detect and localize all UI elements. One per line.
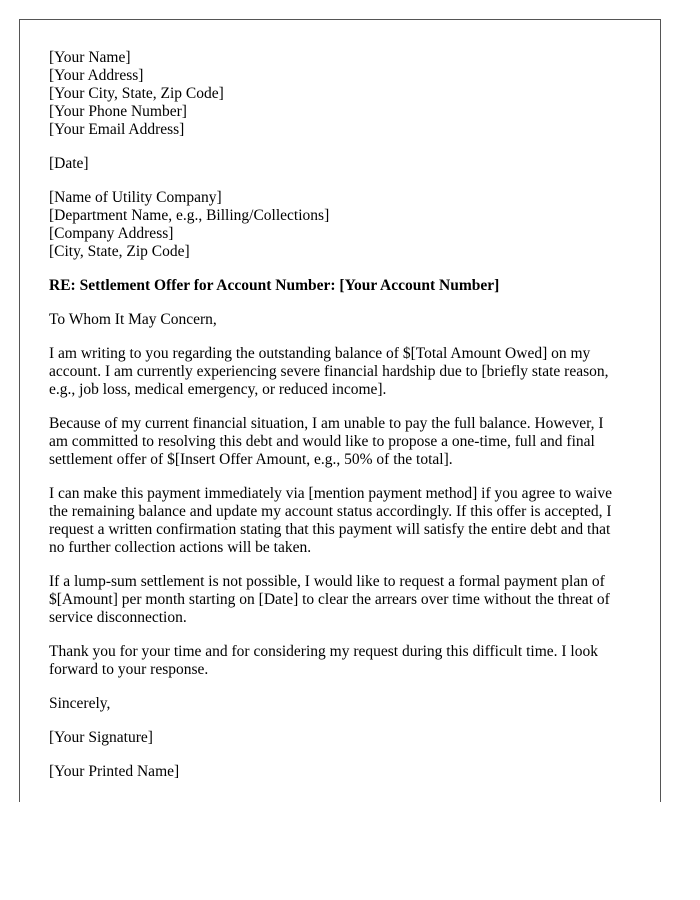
sender-address: [Your Address]	[49, 67, 144, 84]
sender-phone: [Your Phone Number]	[49, 103, 187, 120]
paragraph-line: settlement offer of $[Insert Offer Amount, e.g., 50% of the total].	[49, 451, 453, 468]
signature-text: [Your Signature]	[49, 729, 153, 746]
paragraph-line: Because of my current financial situation, I am unable to pay the full balance. However, I	[49, 415, 604, 432]
body-paragraph	[49, 643, 634, 679]
sender-city-state-zip: [Your City, State, Zip Code]	[49, 85, 224, 102]
salutation-text: To Whom It May Concern,	[49, 311, 217, 328]
printed-name	[49, 763, 634, 781]
sender-block	[49, 49, 634, 139]
paragraph-line: $[Amount] per month starting on [Date] to clear the arrears over time without the threat of	[49, 591, 610, 608]
paragraph-line: no further collection actions will be taken.	[49, 539, 312, 556]
body-paragraph	[49, 415, 634, 469]
letter-page	[19, 19, 661, 802]
sender-email: [Your Email Address]	[49, 121, 185, 138]
recipient-company: [Name of Utility Company]	[49, 189, 222, 206]
paragraph-line: am committed to resolving this debt and would like to propose a one-time, full and final	[49, 433, 595, 450]
body-paragraph	[49, 485, 634, 557]
paragraph-line: forward to your response.	[49, 661, 209, 678]
recipient-block	[49, 189, 634, 261]
date-block	[49, 155, 634, 173]
signature	[49, 729, 634, 747]
recipient-city-state-zip: [City, State, Zip Code]	[49, 243, 190, 260]
paragraph-line: e.g., job loss, medical emergency, or reduced income].	[49, 381, 387, 398]
printed-name-text: [Your Printed Name]	[49, 763, 180, 780]
body-paragraph	[49, 573, 634, 627]
paragraph-line: I am writing to you regarding the outstanding balance of $[Total Amount Owed] on my	[49, 345, 591, 362]
closing-text: Sincerely,	[49, 695, 111, 712]
letter-content	[49, 49, 634, 797]
sender-name: [Your Name]	[49, 49, 131, 66]
paragraph-line: account. I am currently experiencing severe financial hardship due to [briefly state reason,	[49, 363, 609, 380]
recipient-department: [Department Name, e.g., Billing/Collections]	[49, 207, 330, 224]
closing	[49, 695, 634, 713]
paragraph-line: the remaining balance and update my account status accordingly. If this offer is accepted, I	[49, 503, 612, 520]
paragraph-line: Thank you for your time and for considering my request during this difficult time. I look	[49, 643, 598, 660]
paragraph-line: I can make this payment immediately via [mention payment method] if you agree to waive	[49, 485, 612, 502]
subject-line: RE: Settlement Offer for Account Number: [Your Account Number]	[49, 277, 500, 294]
recipient-address: [Company Address]	[49, 225, 174, 242]
paragraph-line: If a lump-sum settlement is not possible, I would like to request a formal payment plan of	[49, 573, 605, 590]
paragraph-line: request a written confirmation stating that this payment will satisfy the entire debt and that	[49, 521, 611, 538]
letter-date: [Date]	[49, 155, 89, 172]
salutation	[49, 311, 634, 329]
paragraph-line: service disconnection.	[49, 609, 187, 626]
body-paragraph	[49, 345, 634, 399]
